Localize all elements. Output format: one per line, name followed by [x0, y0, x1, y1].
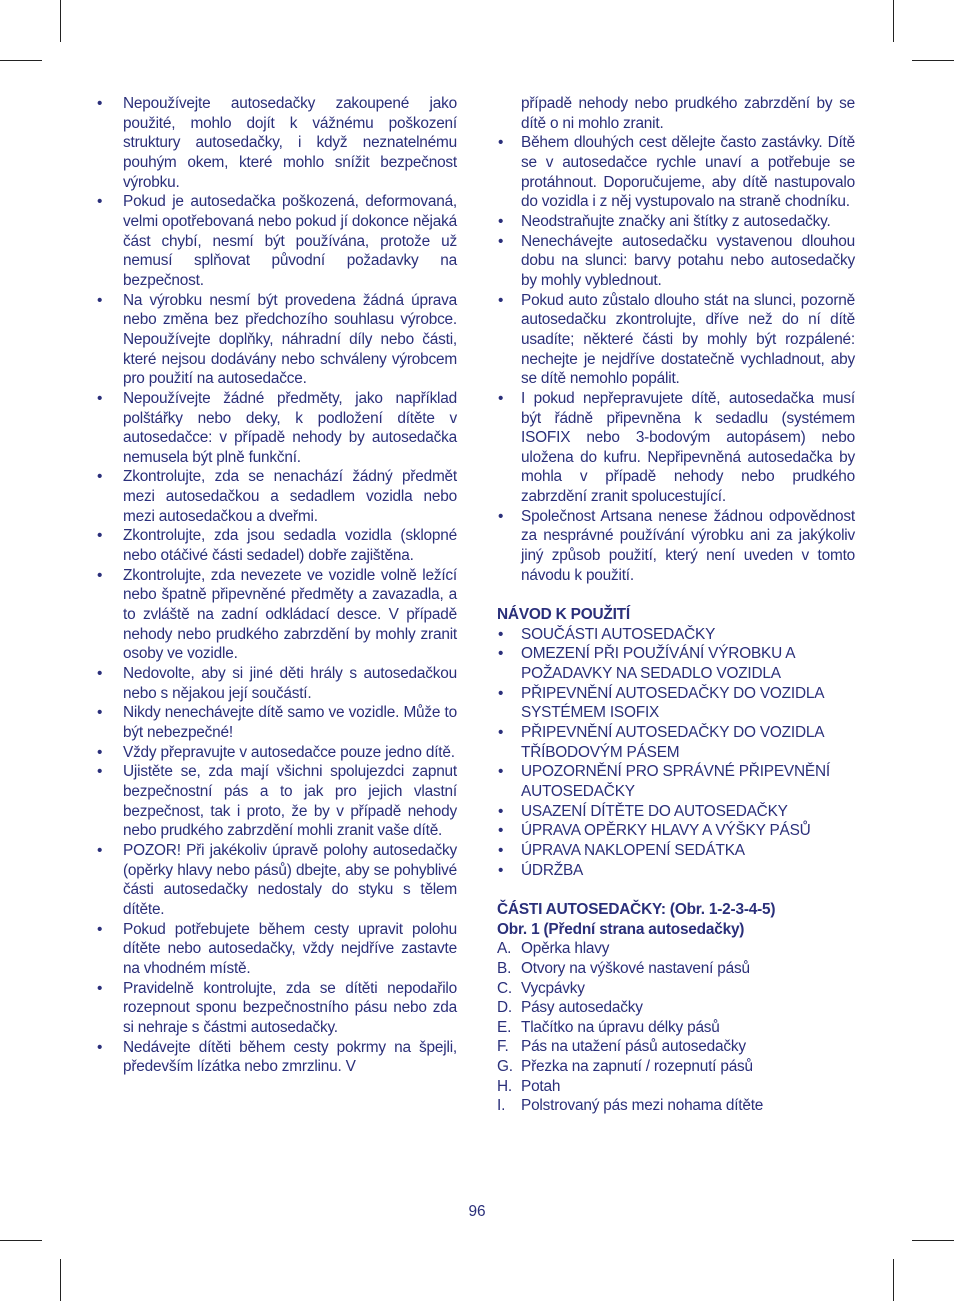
contents-item: • ÚPRAVA NAKLOPENÍ SEDÁTKA [497, 841, 855, 861]
parts-item-letter: I. [497, 1097, 506, 1115]
parts-item-letter: E. [497, 1018, 512, 1036]
parts-item [497, 1096, 855, 1116]
list-item: • Nepoužívejte autosedačky zakoupené jako použité, mohlo dojít k vážnému poškození struktury autosedačky, i když neznatelnému pouhým okem, které mohlo snížit bezpečnost výrobku. [96, 94, 457, 192]
list-item: • Nikdy nenechávejte dítě samo ve vozidle. Může to být nebezpečné! [96, 703, 457, 742]
parts-item [497, 959, 855, 979]
contents-item: • PŘIPEVNĚNÍ AUTOSEDAČKY DO VOZIDLA TŘÍBODOVÝM PÁSEM [497, 723, 855, 762]
crop-mark [60, 0, 61, 42]
list-item: • Neodstraňujte značky ani štítky z autosedačky. [497, 212, 855, 232]
list-item: • I pokud nepřepravujete dítě, autosedačka musí být řádně připevněna k sedadlu (systémem ISOFIX nebo 3-bodovým autopásem) nebo uložena do kufru. Nepřipevněná autosedačka by mohla v případě nehody nebo prudkého zabrzdění zranit spolucestující. [497, 389, 855, 507]
list-item: • Nedávejte dítěti během cesty pokrmy na špejli, především lízátka nebo zmrzlinu. V [96, 1038, 457, 1077]
instructions-heading: NÁVOD K POUŽITÍ [497, 606, 630, 624]
parts-item [497, 979, 855, 999]
page-number: 96 [468, 1203, 486, 1220]
parts-item-text: Pásy autosedačky [521, 999, 643, 1017]
parts-item-letter: F. [497, 1038, 509, 1056]
list-item: • Během dlouhých cest dělejte často zastávky. Dítě se v autosedačce rychle unaví a potřebuje se protáhnout. Doporučujeme, aby dítě nastupovalo do vozidla i z něj vystupovalo na straně chodníku. [497, 133, 855, 212]
parts-item [497, 939, 855, 959]
parts-item-text: Tlačítko na úpravu délky pásů [521, 1018, 720, 1036]
safety-warnings-list-continued [497, 133, 855, 585]
list-item: • POZOR! Při jakékoliv úpravě polohy autosedačky (opěrky hlavy nebo pásů) dbejte, aby se pohyblivé části autosedačky nedostaly do styku s tělem dítěte. [96, 841, 457, 920]
list-item: • Na výrobku nesmí být provedena žádná úprava nebo změna bez předchozího souhlasu výrobce. Nepoužívejte doplňky, náhradní díly nebo části, které nejsou dodávány nebo schváleny výrobcem pro použití na autosedačce. [96, 291, 457, 389]
list-item: • Pokud auto zůstalo dlouho stát na slunci, pozorně autosedačku zkontrolujte, dříve než do ní dítě usadíte; některé části by mohly být rozpálené: nechejte je nejdříve dostatečně vychladnout, aby se dítě nemohlo popálit. [497, 291, 855, 389]
contents-item: • ÚDRŽBA [497, 861, 855, 881]
parts-item [497, 998, 855, 1018]
crop-mark [912, 1240, 954, 1241]
list-item: • Pravidelně kontrolujte, zda se dítěti nepodařilo rozepnout sponu bezpečnostního pásu nebo zda si nehraje s částmi autosedačky. [96, 979, 457, 1038]
parts-item-letter: B. [497, 959, 512, 977]
list-item: • Nepoužívejte žádné předměty, jako například polštářky nebo deky, k podložení dítěte v autosedačce: v případě nehody by autosedačka nemusela být plně funkční. [96, 389, 457, 468]
crop-mark [893, 0, 894, 42]
parts-item-text: Opěrka hlavy [521, 940, 610, 958]
contents-item: • PŘIPEVNĚNÍ AUTOSEDAČKY DO VOZIDLA SYSTÉMEM ISOFIX [497, 684, 855, 723]
crop-mark [60, 1259, 61, 1301]
parts-list [497, 939, 855, 1116]
list-item: • Pokud potřebujete během cesty upravit polohu dítěte nebo autosedačky, vždy nejdříve zastavte na vhodném místě. [96, 920, 457, 979]
contents-item: • UPOZORNĚNÍ PRO SPRÁVNÉ PŘIPEVNĚNÍ AUTOSEDAČKY [497, 762, 855, 801]
contents-item: • ÚPRAVA OPĚRKY HLAVY A VÝŠKY PÁSŮ [497, 821, 855, 841]
crop-mark [912, 60, 954, 61]
parts-item-text: Otvory na výškové nastavení pásů [521, 959, 750, 977]
continuation-text: případě nehody nebo prudkého zabrzdění by se dítě o ni mohlo zranit. [521, 95, 855, 132]
list-item: • Zkontrolujte, zda se nenachází žádný předmět mezi autosedačkou a sedadlem vozidla nebo mezi autosedačkou a dveřmi. [96, 467, 457, 526]
parts-item-text: Polstrovaný pás mezi nohama dítěte [521, 1097, 764, 1115]
crop-mark [0, 1240, 42, 1241]
list-item: • Zkontrolujte, zda nevezete ve vozidle volně ležící nebo špatně připevněné předměty a zavazadla, a to zvláště na zadní odkládací desce. V případě nehody nebo prudkého zabrzdění by mohly zranit osoby ve vozidle. [96, 566, 457, 664]
parts-item-text: Vycpávky [521, 979, 585, 997]
parts-item-text: Pás na utažení pásů autosedačky [521, 1038, 746, 1056]
parts-item-letter: G. [497, 1058, 513, 1076]
parts-item-letter: C. [497, 979, 512, 997]
parts-item [497, 1057, 855, 1077]
list-item: • Zkontrolujte, zda jsou sedadla vozidla (sklopné nebo otáčivé části sedadel) dobře zajištěna. [96, 526, 457, 565]
instructions-contents-list [497, 625, 855, 881]
contents-item: • USAZENÍ DÍTĚTE DO AUTOSEDAČKY [497, 802, 855, 822]
parts-item-text: Přezka na zapnutí / rozepnutí pásů [521, 1058, 753, 1076]
list-item: • Vždy přepravujte v autosedačce pouze jedno dítě. [96, 743, 457, 763]
list-item: • Pokud je autosedačka poškozená, deformovaná, velmi opotřebovaná nebo pokud jí dokonce nějaká část chybí, nesmí být používána, protože už nemusí splňovat původní požadavky na bezpečnost. [96, 192, 457, 290]
safety-warnings-list [96, 94, 457, 1077]
parts-item [497, 1018, 855, 1038]
parts-heading: ČÁSTI AUTOSEDAČKY: (Obr. 1-2-3-4-5) [497, 900, 776, 918]
parts-subheading: Obr. 1 (Přední strana autosedačky) [497, 920, 745, 938]
left-column [96, 94, 457, 1077]
right-column [497, 94, 855, 1116]
parts-item-letter: D. [497, 999, 512, 1017]
list-item: • Nenechávejte autosedačku vystavenou dlouhou dobu na slunci: barvy potahu nebo autosedačky by mohly vyblednout. [497, 232, 855, 291]
list-item: • Ujistěte se, zda mají všichni spolujezdci zapnut bezpečnostní pás a to jak pro jejich vlastní bezpečnost, tak i proto, že by v případě nehody nebo prudkého zabrzdění mohli zranit vaše dítě. [96, 762, 457, 841]
contents-item: • OMEZENÍ PŘI POUŽÍVÁNÍ VÝROBKU A POŽADAVKY NA SEDADLO VOZIDLA [497, 644, 855, 683]
parts-item [497, 1077, 855, 1097]
parts-item-letter: A. [497, 940, 512, 958]
parts-item [497, 1037, 855, 1057]
parts-item-text: Potah [521, 1077, 561, 1095]
crop-mark [0, 60, 42, 61]
list-item: • Nedovolte, aby si jiné děti hrály s autosedačkou nebo s nějakou její součástí. [96, 664, 457, 703]
crop-mark [893, 1259, 894, 1301]
contents-item: • SOUČÁSTI AUTOSEDAČKY [497, 625, 855, 645]
list-item: • Společnost Artsana nenese žádnou odpovědnost za nesprávné používání výrobku ani za jakýkoliv jiný způsob použití, který není uveden v tomto návodu k použití. [497, 507, 855, 586]
parts-item-letter: H. [497, 1077, 512, 1095]
